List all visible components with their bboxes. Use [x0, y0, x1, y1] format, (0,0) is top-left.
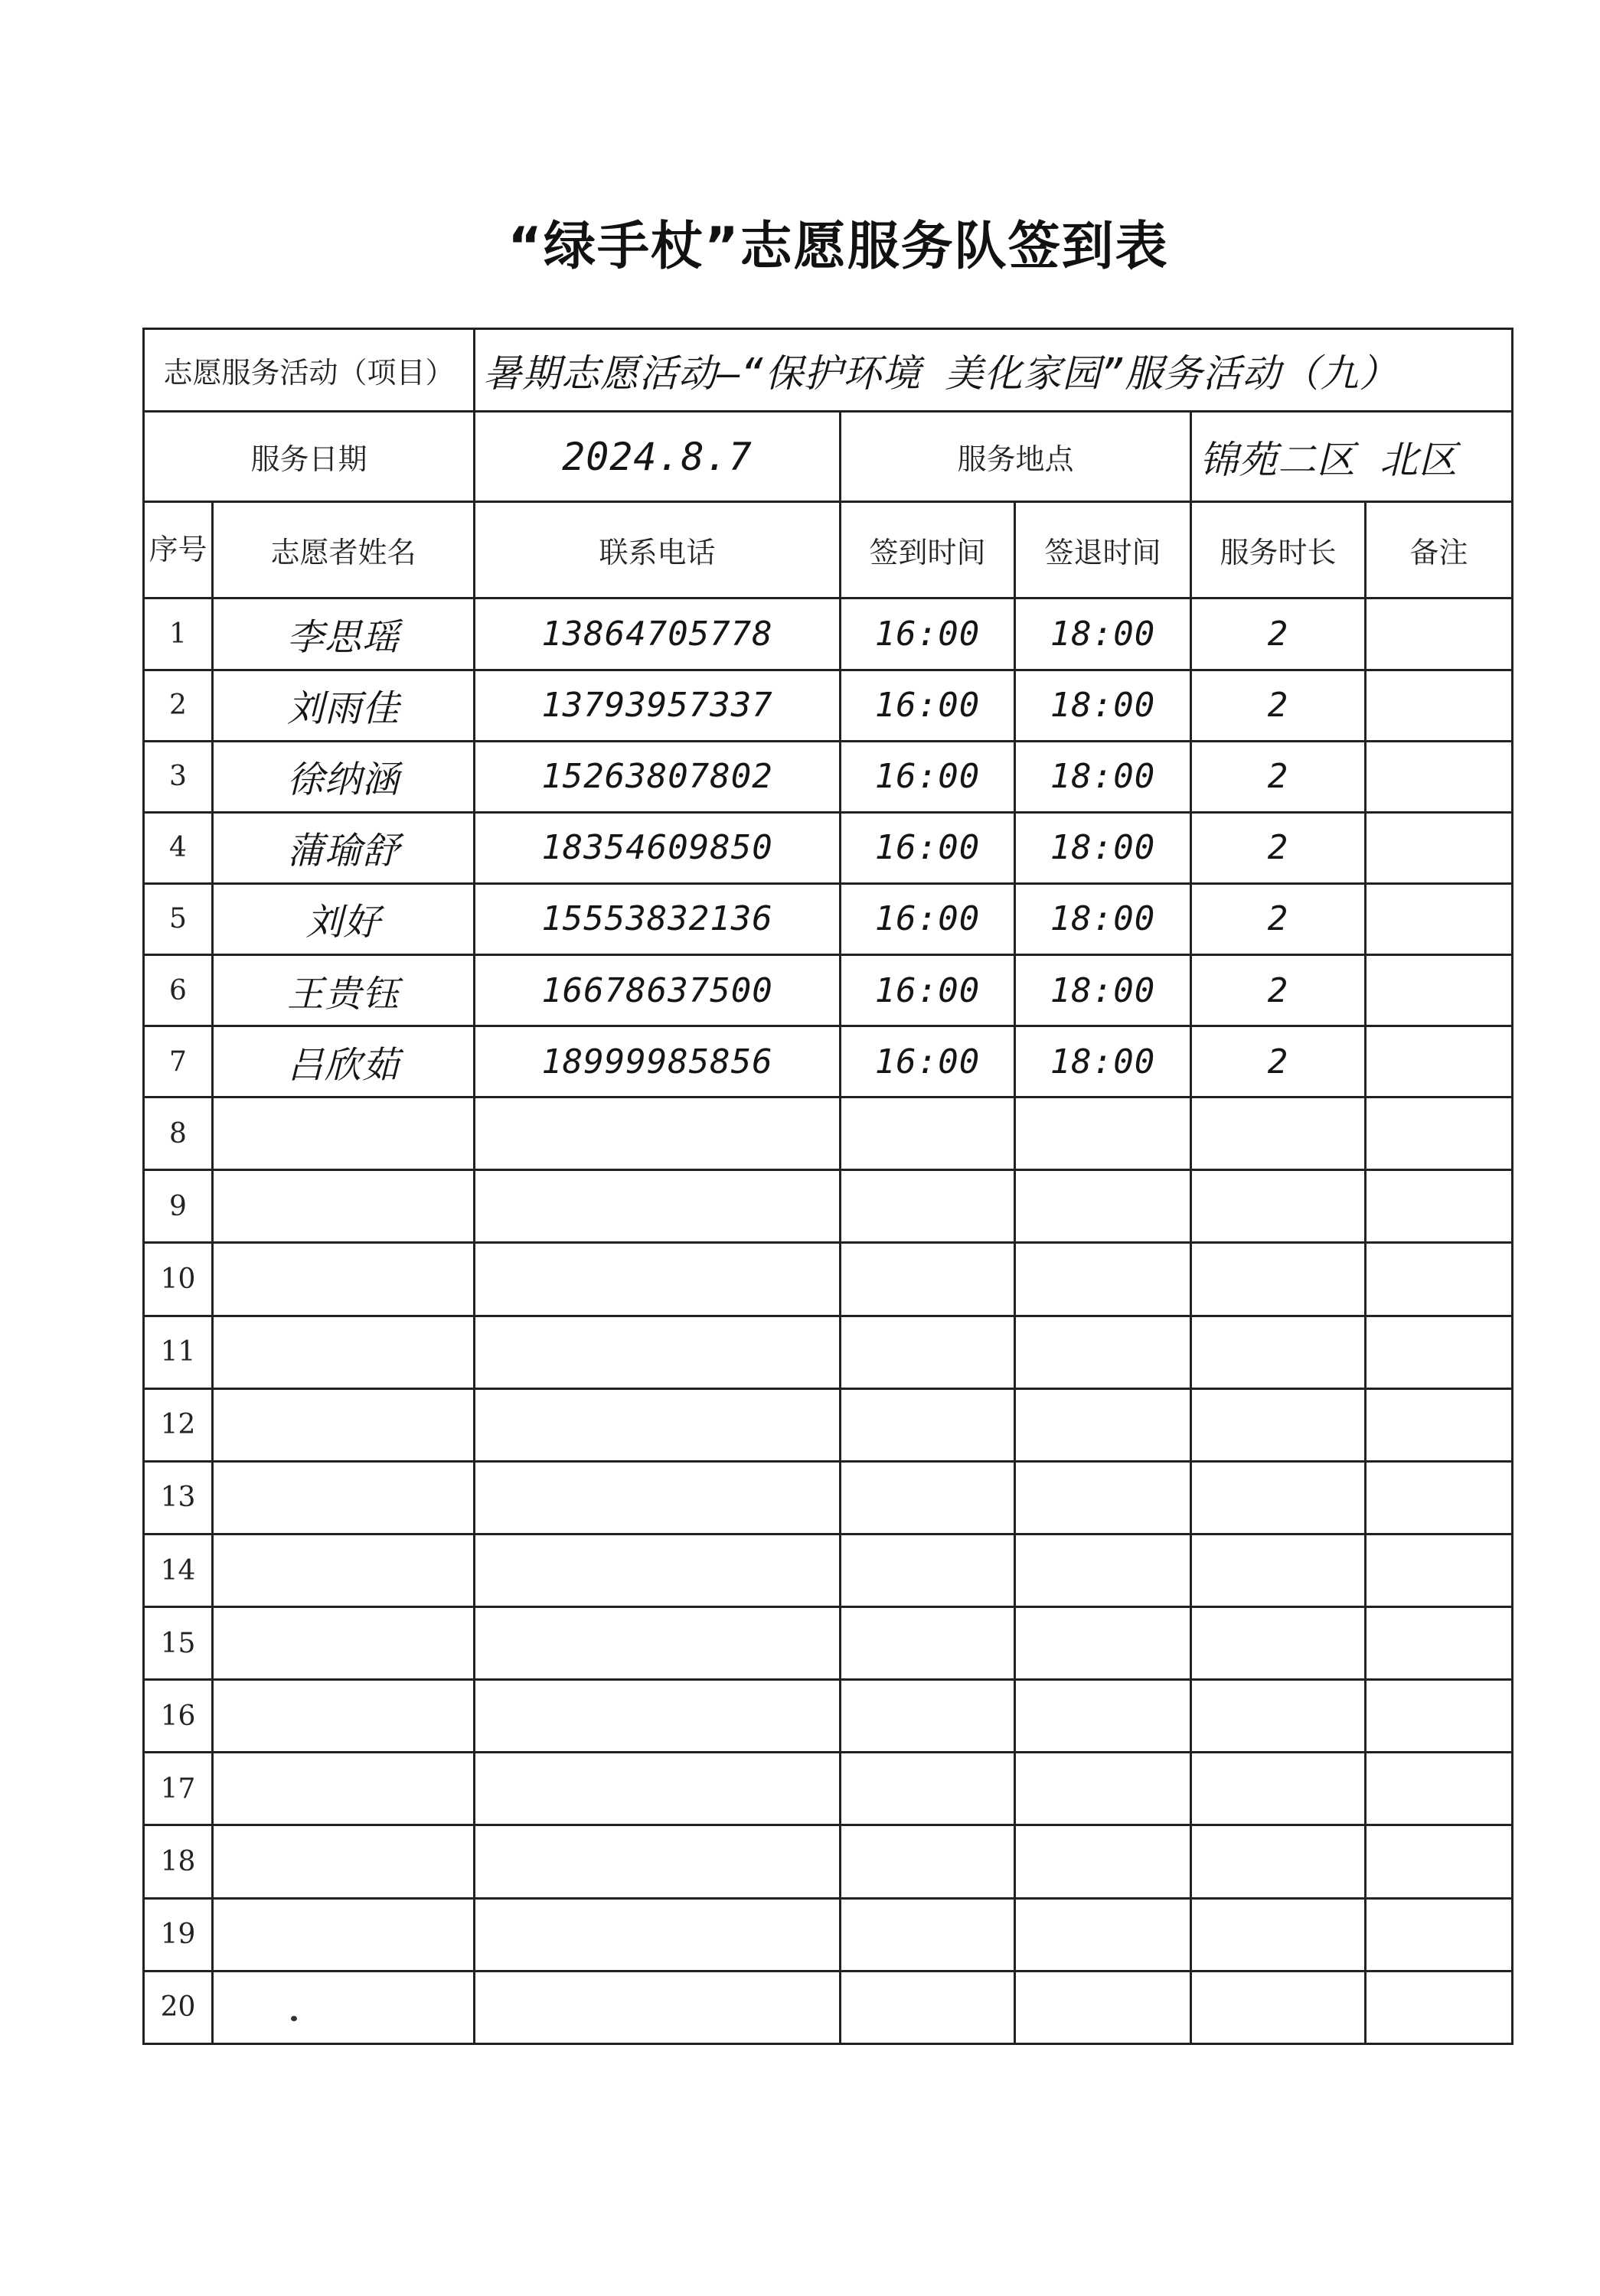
seq-header: 序号	[144, 502, 213, 598]
phone-cell[interactable]	[475, 1243, 841, 1316]
sign-in-cell[interactable]: 16:00	[841, 670, 1015, 741]
name-cell[interactable]	[213, 1461, 475, 1534]
seq-cell: 13	[144, 1461, 213, 1534]
table-row	[144, 1243, 1513, 1316]
sign-in-cell[interactable]: 16:00	[841, 741, 1015, 812]
notes-header: 备注	[1366, 502, 1513, 598]
service-date-value[interactable]: 2024.8.7	[475, 412, 841, 502]
name-cell[interactable]	[213, 1825, 475, 1898]
phone-cell[interactable]	[475, 1316, 841, 1388]
sign-out-cell[interactable]	[1015, 1316, 1191, 1388]
notes-cell[interactable]	[1366, 883, 1513, 954]
sign-out-cell[interactable]: 18:00	[1015, 598, 1191, 670]
phone-cell[interactable]: 18354609850	[475, 812, 841, 883]
phone-cell[interactable]: 13793957337	[475, 670, 841, 741]
sign-out-cell[interactable]	[1015, 1680, 1191, 1753]
duration-cell[interactable]: 2	[1191, 812, 1366, 883]
name-cell[interactable]	[213, 1971, 475, 2043]
duration-cell[interactable]	[1191, 1097, 1366, 1170]
notes-cell[interactable]	[1366, 670, 1513, 741]
table-row	[144, 1607, 1513, 1680]
seq-cell: 15	[144, 1607, 213, 1680]
table-row	[144, 1898, 1513, 1971]
seq-cell: 10	[144, 1243, 213, 1316]
sign-in-table	[142, 328, 1513, 2045]
seq-cell: 4	[144, 812, 213, 883]
seq-cell: 20	[144, 1971, 213, 2043]
name-cell[interactable]	[213, 1243, 475, 1316]
sign-out-cell[interactable]	[1015, 1971, 1191, 2043]
table-row	[144, 741, 1513, 812]
notes-cell[interactable]	[1366, 1607, 1513, 1680]
table-row	[144, 1461, 1513, 1534]
sign-in-cell[interactable]	[841, 1898, 1015, 1971]
phone-header: 联系电话	[475, 502, 841, 598]
sign-in-sheet	[142, 328, 1511, 2045]
sign-out-cell[interactable]	[1015, 1753, 1191, 1825]
table-row	[144, 598, 1513, 670]
notes-cell[interactable]	[1366, 1898, 1513, 1971]
seq-cell: 6	[144, 955, 213, 1026]
activity-label: 志愿服务活动（项目）	[144, 329, 475, 412]
name-cell[interactable]: 徐纳涵	[213, 741, 475, 812]
seq-cell: 3	[144, 741, 213, 812]
seq-cell: 19	[144, 1898, 213, 1971]
sign-in-cell[interactable]: 16:00	[841, 598, 1015, 670]
table-row	[144, 1026, 1513, 1097]
name-header: 志愿者姓名	[213, 502, 475, 598]
sign-in-cell[interactable]	[841, 1971, 1015, 2043]
activity-value[interactable]: 暑期志愿活动—“保护环境 美化家园”服务活动（九）	[475, 329, 1513, 412]
name-cell[interactable]: 刘雨佳	[213, 670, 475, 741]
sign-out-cell[interactable]: 18:00	[1015, 1026, 1191, 1097]
name-cell[interactable]	[213, 1170, 475, 1243]
sign-out-cell[interactable]	[1015, 1607, 1191, 1680]
activity-row	[144, 329, 1513, 412]
name-cell[interactable]: 李思瑶	[213, 598, 475, 670]
phone-cell[interactable]: 15553832136	[475, 883, 841, 954]
seq-cell: 2	[144, 670, 213, 741]
phone-cell[interactable]	[475, 1461, 841, 1534]
table-row	[144, 1316, 1513, 1388]
table-row	[144, 1534, 1513, 1606]
sign-in-cell[interactable]	[841, 1316, 1015, 1388]
sign-in-cell[interactable]	[841, 1534, 1015, 1606]
notes-cell[interactable]	[1366, 1461, 1513, 1534]
notes-cell[interactable]	[1366, 1026, 1513, 1097]
name-cell[interactable]	[213, 1680, 475, 1753]
phone-cell[interactable]	[475, 1898, 841, 1971]
name-cell[interactable]: 刘好	[213, 883, 475, 954]
duration-cell[interactable]	[1191, 1388, 1366, 1461]
table-row	[144, 1680, 1513, 1753]
table-row	[144, 1097, 1513, 1170]
duration-cell[interactable]	[1191, 1534, 1366, 1606]
seq-cell: 17	[144, 1753, 213, 1825]
notes-cell[interactable]	[1366, 955, 1513, 1026]
sign-out-cell[interactable]: 18:00	[1015, 812, 1191, 883]
sign-in-cell[interactable]: 16:00	[841, 812, 1015, 883]
sign-out-cell[interactable]	[1015, 1825, 1191, 1898]
date-location-row	[144, 412, 1513, 502]
notes-cell[interactable]	[1366, 1388, 1513, 1461]
name-cell[interactable]	[213, 1898, 475, 1971]
duration-cell[interactable]	[1191, 1170, 1366, 1243]
duration-cell[interactable]: 2	[1191, 883, 1366, 954]
notes-cell[interactable]	[1366, 1316, 1513, 1388]
notes-cell[interactable]	[1366, 741, 1513, 812]
duration-cell[interactable]	[1191, 1316, 1366, 1388]
duration-cell[interactable]	[1191, 1898, 1366, 1971]
name-cell[interactable]	[213, 1097, 475, 1170]
table-row	[144, 883, 1513, 954]
notes-cell[interactable]	[1366, 598, 1513, 670]
sign-out-cell[interactable]	[1015, 1243, 1191, 1316]
name-cell[interactable]: 吕欣茹	[213, 1026, 475, 1097]
table-row	[144, 1170, 1513, 1243]
sign-in-cell[interactable]	[841, 1170, 1015, 1243]
phone-cell[interactable]	[475, 1680, 841, 1753]
duration-cell[interactable]	[1191, 1825, 1366, 1898]
table-row	[144, 1971, 1513, 2043]
phone-cell[interactable]	[475, 1825, 841, 1898]
sign-out-cell[interactable]: 18:00	[1015, 670, 1191, 741]
sign-in-cell[interactable]	[841, 1680, 1015, 1753]
duration-cell[interactable]: 2	[1191, 598, 1366, 670]
notes-cell[interactable]	[1366, 1097, 1513, 1170]
phone-cell[interactable]	[475, 1170, 841, 1243]
sign-in-cell[interactable]	[841, 1461, 1015, 1534]
seq-cell: 7	[144, 1026, 213, 1097]
page-title: “绿手杖”志愿服务队签到表	[508, 217, 1169, 277]
phone-cell[interactable]: 13864705778	[475, 598, 841, 670]
phone-cell[interactable]: 16678637500	[475, 955, 841, 1026]
name-cell[interactable]	[213, 1534, 475, 1606]
column-header-row	[144, 502, 1513, 598]
table-row	[144, 1825, 1513, 1898]
duration-cell[interactable]: 2	[1191, 670, 1366, 741]
table-row	[144, 1388, 1513, 1461]
seq-cell: 8	[144, 1097, 213, 1170]
phone-cell[interactable]	[475, 1971, 841, 2043]
table-row	[144, 812, 1513, 883]
sign-in-cell[interactable]: 16:00	[841, 1026, 1015, 1097]
sign-out-cell[interactable]	[1015, 1461, 1191, 1534]
duration-cell[interactable]: 2	[1191, 955, 1366, 1026]
ink-speck	[291, 2016, 297, 2021]
seq-cell: 11	[144, 1316, 213, 1388]
notes-cell[interactable]	[1366, 1680, 1513, 1753]
sign-out-cell[interactable]	[1015, 1898, 1191, 1971]
sign-in-cell[interactable]	[841, 1243, 1015, 1316]
duration-cell[interactable]	[1191, 1243, 1366, 1316]
name-cell[interactable]	[213, 1388, 475, 1461]
sign-out-cell[interactable]: 18:00	[1015, 741, 1191, 812]
duration-cell[interactable]	[1191, 1971, 1366, 2043]
sign-in-cell[interactable]: 16:00	[841, 883, 1015, 954]
name-cell[interactable]: 王贵钰	[213, 955, 475, 1026]
service-location-label: 服务地点	[841, 412, 1191, 502]
phone-cell[interactable]	[475, 1607, 841, 1680]
phone-cell[interactable]	[475, 1753, 841, 1825]
seq-cell: 18	[144, 1825, 213, 1898]
sign-in-cell[interactable]: 16:00	[841, 955, 1015, 1026]
table-row	[144, 955, 1513, 1026]
seq-cell: 14	[144, 1534, 213, 1606]
duration-cell[interactable]	[1191, 1461, 1366, 1534]
seq-cell: 5	[144, 883, 213, 954]
seq-cell: 16	[144, 1680, 213, 1753]
notes-cell[interactable]	[1366, 1534, 1513, 1606]
sign-in-cell[interactable]	[841, 1825, 1015, 1898]
sign-out-cell[interactable]	[1015, 1097, 1191, 1170]
name-cell[interactable]	[213, 1316, 475, 1388]
duration-cell[interactable]	[1191, 1680, 1366, 1753]
duration-cell[interactable]	[1191, 1607, 1366, 1680]
table-row	[144, 670, 1513, 741]
sign-in-cell[interactable]	[841, 1097, 1015, 1170]
service-location-value[interactable]: 锦苑二区 北区	[1191, 412, 1513, 502]
sign-out-header: 签退时间	[1015, 502, 1191, 598]
seq-cell: 12	[144, 1388, 213, 1461]
phone-cell[interactable]	[475, 1097, 841, 1170]
duration-header: 服务时长	[1191, 502, 1366, 598]
sign-in-cell[interactable]	[841, 1753, 1015, 1825]
notes-cell[interactable]	[1366, 812, 1513, 883]
name-cell[interactable]: 蒲瑜舒	[213, 812, 475, 883]
sign-in-cell[interactable]	[841, 1388, 1015, 1461]
sign-in-header: 签到时间	[841, 502, 1015, 598]
phone-cell[interactable]	[475, 1388, 841, 1461]
seq-cell: 1	[144, 598, 213, 670]
notes-cell[interactable]	[1366, 1971, 1513, 2043]
sign-in-cell[interactable]	[841, 1607, 1015, 1680]
name-cell[interactable]	[213, 1607, 475, 1680]
phone-cell[interactable]: 18999985856	[475, 1026, 841, 1097]
duration-cell[interactable]: 2	[1191, 1026, 1366, 1097]
notes-cell[interactable]	[1366, 1243, 1513, 1316]
table-row	[144, 1753, 1513, 1825]
duration-cell[interactable]	[1191, 1753, 1366, 1825]
duration-cell[interactable]: 2	[1191, 741, 1366, 812]
notes-cell[interactable]	[1366, 1753, 1513, 1825]
sign-out-cell[interactable]: 18:00	[1015, 883, 1191, 954]
sign-out-cell[interactable]	[1015, 1388, 1191, 1461]
service-date-label: 服务日期	[144, 412, 475, 502]
seq-cell: 9	[144, 1170, 213, 1243]
sign-out-cell[interactable]	[1015, 1170, 1191, 1243]
sign-out-cell[interactable]	[1015, 1534, 1191, 1606]
phone-cell[interactable]: 15263807802	[475, 741, 841, 812]
sign-out-cell[interactable]: 18:00	[1015, 955, 1191, 1026]
name-cell[interactable]	[213, 1753, 475, 1825]
notes-cell[interactable]	[1366, 1825, 1513, 1898]
notes-cell[interactable]	[1366, 1170, 1513, 1243]
phone-cell[interactable]	[475, 1534, 841, 1606]
